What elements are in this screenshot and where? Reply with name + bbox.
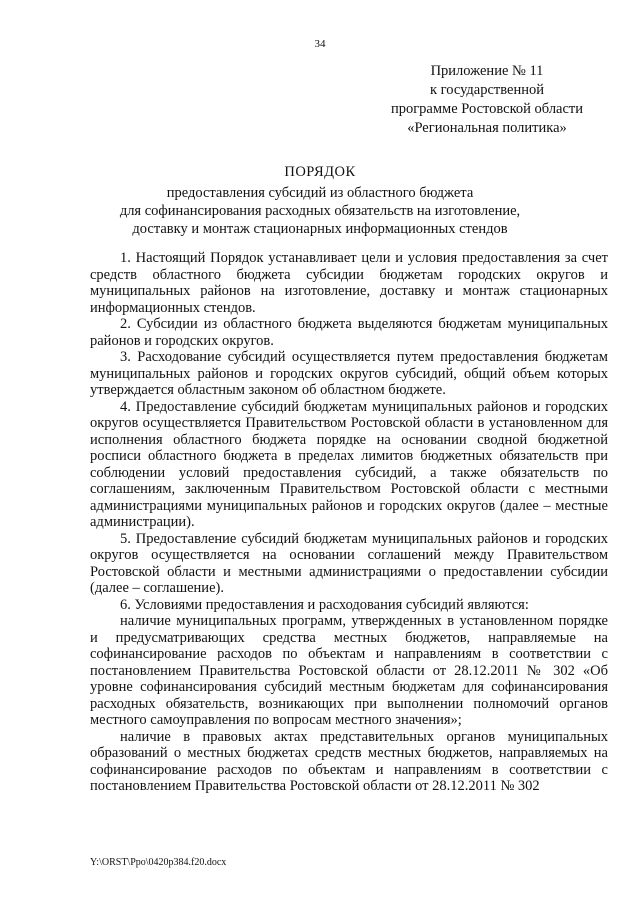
- document-body: [90, 250, 608, 795]
- document-title: ПОРЯДОК: [284, 164, 356, 180]
- page-number: 34: [314, 38, 326, 50]
- appendix-line: программе Ростовской области: [390, 101, 584, 117]
- paragraph: 1. Настоящий Порядок устанавливает цели и условия предоставления за счет средств областного бюджета субсидии бюджетам городских округов и муниципальных районов на изготовление, доставку и монтаж стационарных информационных стендов.: [90, 250, 608, 316]
- document-subtitle: [0, 184, 640, 238]
- paragraph: наличие муниципальных программ, утвержденных в установленном порядке и предусматривающих средства местных бюджетов, направляемые на софинансирование расходов по объектам и направлениям в соответствии с постановлением Правительства Ростовской области от 28.12.2011 № 302 «Об уровне софинансирования субсидий местным бюджетам для софинансирования расходных обязательств, возникающих при выполнении полномочий органов местного самоуправления по вопросам местного значения»;: [90, 613, 608, 728]
- appendix-line: к государственной: [429, 82, 544, 98]
- appendix-line: Приложение № 11: [430, 63, 544, 79]
- appendix-header: [372, 62, 602, 138]
- subtitle-line: для софинансирования расходных обязательств на изготовление,: [119, 203, 521, 219]
- paragraph: наличие в правовых актах представительных органов муниципальных образований о местных бюджетах средств местных бюджетов, направляемых на софинансирование расходов по объектам и направлениям в соответствии с постановлением Правительства Ростовской области от 28.12.2011 № 302: [90, 728, 608, 794]
- paragraph: 6. Условиями предоставления и расходования субсидий являются:: [120, 596, 529, 613]
- paragraph: 4. Предоставление субсидий бюджетам муниципальных районов и городских округов осуществляется Правительством Ростовской области в установленном для исполнения областного бюджета порядке на основании сводной бюджетной росписи областного бюджета в пределах лимитов бюджетных обязательств при соблюдении условий предоставления субсидий, а также обязательств по соглашениям, заключенным Правительством Ростовской области с местными администрациями муниципальных районов и городских округов (далее – местные администрации).: [90, 398, 608, 530]
- paragraph: 2. Субсидии из областного бюджета выделяются бюджетам муниципальных районов и городских округов.: [90, 316, 608, 349]
- subtitle-line: доставку и монтаж стационарных информационных стендов: [132, 221, 508, 237]
- subtitle-line: предоставления субсидий из областного бюджета: [166, 185, 474, 201]
- appendix-line: «Региональная политика»: [407, 120, 567, 136]
- file-path-footer: Y:\ORST\Ppo\0420p384.f20.docx: [90, 857, 227, 868]
- paragraph: 3. Расходование субсидий осуществляется путем предоставления бюджетам муниципальных районов и городских округов субсидий, общий объем которых утверждается областным законом об областном бюджете.: [90, 349, 608, 398]
- paragraph: 5. Предоставление субсидий бюджетам муниципальных районов и городских округов осуществляется на основании соглашений между Правительством Ростовской области и местными администрациями о предоставлении субсидии (далее – соглашение).: [90, 530, 608, 596]
